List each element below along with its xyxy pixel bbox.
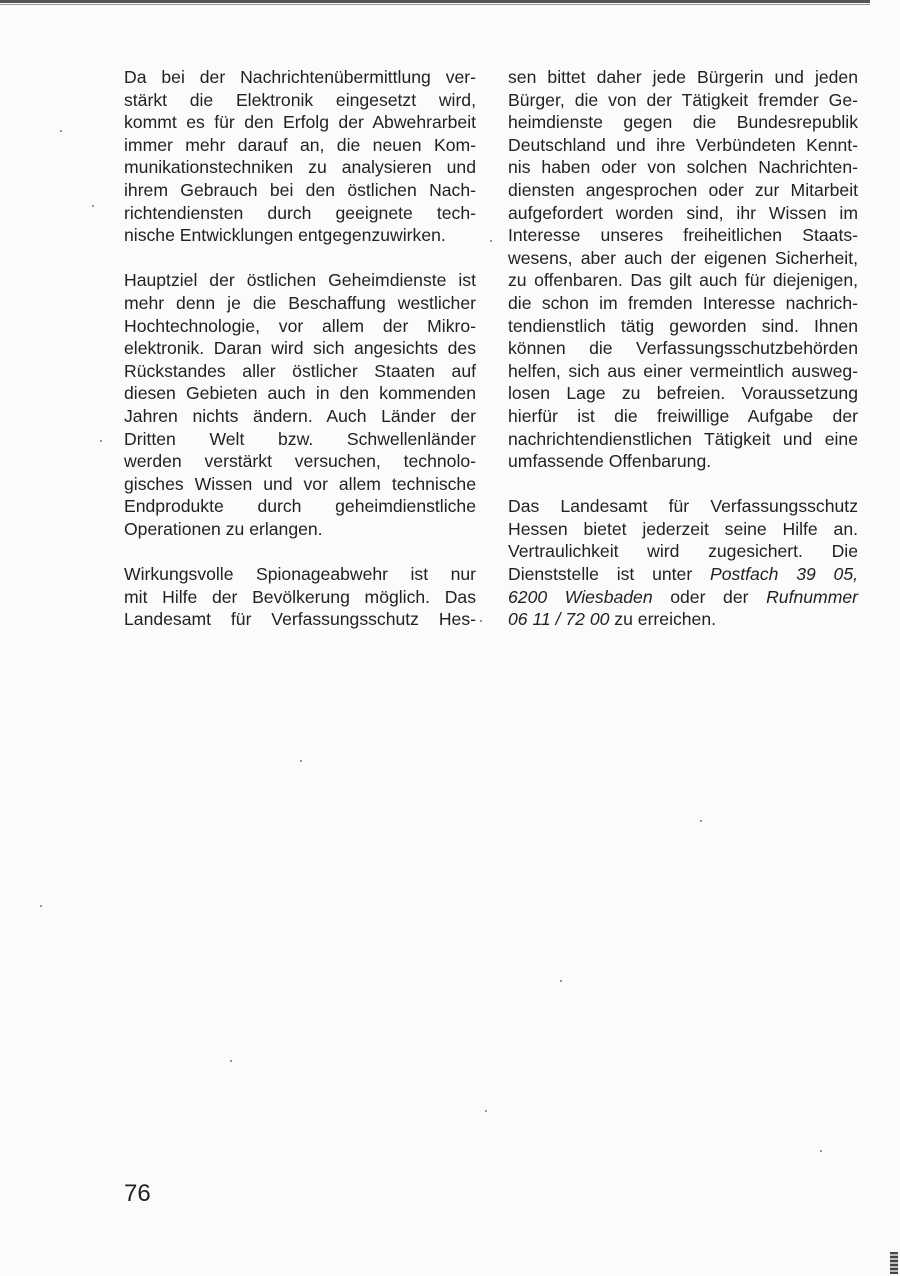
text-line: richtendiensten durch geeignete tech- (124, 202, 476, 223)
left-paragraph-3 (124, 563, 476, 631)
text-line: Jahren nichts ändern. Auch Länder der (124, 405, 476, 426)
text-line-phone (508, 608, 858, 631)
text-line: stärkt die Elektronik eingesetzt wird, (124, 89, 476, 110)
right-paragraph-2 (508, 495, 858, 631)
text-line: diensten angesprochen oder zur Mitarbeit (508, 179, 858, 200)
text-line: Landesamt für Verfassungsschutz Hes- (124, 609, 476, 630)
text-line: Wirkungsvolle Spionageabwehr ist nur (124, 564, 476, 585)
scan-speck (485, 1110, 487, 1112)
text-line: sen bittet daher jede Bürgerin und jeden (508, 67, 858, 87)
text-line: nische Entwicklungen entgegenzuwirken. (124, 225, 446, 246)
rufnummer-label: Rufnummer (766, 586, 858, 607)
scan-speck (60, 130, 62, 132)
city-address: 6200 Wiesbaden (508, 586, 653, 607)
text-line: Interesse unseres freiheitlichen Staats- (508, 225, 858, 246)
text-line: heimdienste gegen die Bundesrepublik (508, 112, 858, 133)
text-line-postfach (508, 563, 858, 586)
text-line: zu offenbaren. Das gilt auch für diejenigen, (508, 270, 858, 291)
left-paragraph-2 (124, 269, 476, 540)
text-line: Da bei der Nachrichtenübermittlung ver- (124, 67, 476, 87)
text-line: tendienstlich tätig geworden sind. Ihnen (508, 315, 858, 336)
text-line: immer mehr darauf an, die neuen Kom- (124, 134, 476, 155)
scan-speck (700, 820, 702, 822)
text-line: helfen, sich aus einer vermeintlich ausweg- (508, 360, 858, 381)
text-line: nis haben oder von solchen Nachrichten- (508, 157, 858, 178)
text-line-address (508, 586, 858, 609)
scan-speck (300, 760, 302, 762)
text-line: diesen Gebieten auch in den kommenden (124, 383, 476, 404)
text-line: nachrichtendienstlichen Tätigkeit und eine (508, 428, 858, 449)
text-line: wesens, aber auch der eigenen Sicherheit, (508, 247, 858, 268)
text-line: Das Landesamt für Verfassungsschutz (508, 496, 858, 517)
text-line: Bürger, die von der Tätigkeit fremder Ge- (508, 89, 858, 110)
scan-speck (490, 240, 492, 242)
top-rule-thin (0, 4, 870, 5)
text-line: Hessen bietet jederzeit seine Hilfe an. (508, 518, 858, 539)
text-line: umfassende Offenbarung. (508, 451, 712, 472)
text-line: Hauptziel der östlichen Geheimdienste ist (124, 270, 476, 291)
text-line: Operationen zu erlangen. (124, 518, 323, 539)
text-line: Endprodukte durch geheimdienstliche (124, 496, 476, 517)
text-line: elektronik. Daran wird sich angesichts des (124, 338, 476, 359)
scan-speck (820, 1150, 822, 1152)
text-line: Vertraulichkeit wird zugesichert. Die (508, 541, 858, 562)
scan-speck (480, 620, 482, 622)
text-line: hierfür ist die freiwillige Aufgabe der (508, 405, 858, 426)
scan-speck (100, 440, 102, 442)
right-column (508, 66, 858, 653)
postfach-address: Postfach 39 05, (709, 564, 859, 585)
scan-edge-mark (890, 1252, 898, 1274)
phone-number: 06 11 / 72 00 (508, 609, 610, 630)
text-line: werden verstärkt versuchen, technolo- (124, 451, 476, 472)
page-number: 76 (124, 1180, 151, 1207)
scan-speck (560, 980, 562, 982)
left-column (124, 66, 476, 653)
text-line: mit Hilfe der Bevölkerung möglich. Das (124, 586, 476, 607)
text-line: mehr denn je die Beschaffung westlicher (124, 292, 476, 313)
text-line: Deutschland und ihre Verbündeten Kennt- (508, 134, 858, 155)
text-fragment: Dienststelle ist unter (508, 564, 710, 585)
top-rule (0, 0, 870, 3)
text-line: die schon im fremden Interesse nachrich- (508, 292, 858, 313)
scan-speck (40, 905, 42, 907)
text-line: kommt es für den Erfolg der Abwehrarbeit (124, 112, 476, 133)
text-line: aufgefordert worden sind, ihr Wissen im (508, 202, 858, 223)
text-line: munikationstechniken zu analysieren und (124, 157, 476, 178)
text-line: gisches Wissen und vor allem technische (124, 473, 476, 494)
text-line: Rückstandes aller östlicher Staaten auf (124, 360, 476, 381)
scan-speck (92, 205, 94, 207)
text-line: Dritten Welt bzw. Schwellenländer (124, 428, 476, 449)
left-paragraph-1 (124, 66, 476, 247)
right-paragraph-1 (508, 66, 858, 473)
text-fragment: oder der (652, 586, 767, 607)
text-fragment: zu erreichen. (609, 609, 717, 630)
text-line: losen Lage zu befreien. Voraussetzung (508, 383, 858, 404)
scan-speck (230, 1060, 232, 1062)
text-line: ihrem Gebrauch bei den östlichen Nach- (124, 179, 476, 200)
text-line: Hochtechnologie, vor allem der Mikro- (124, 315, 476, 336)
text-line: können die Verfassungsschutzbehörden (508, 338, 858, 359)
